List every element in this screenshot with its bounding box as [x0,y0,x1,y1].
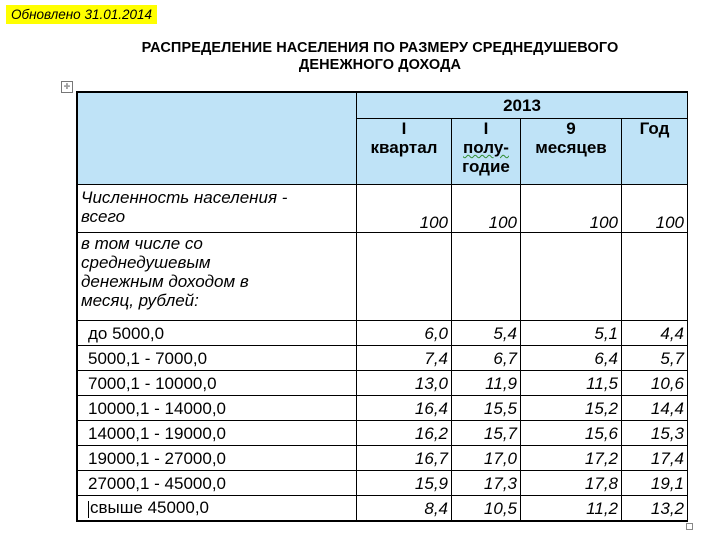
row-value: 16,4 [357,396,452,421]
row-value: 5,1 [521,321,622,346]
col-header-9-months: 9 месяцев [521,119,622,185]
row-value: 19,1 [622,471,688,496]
total-value-half-year: 100 [452,185,521,233]
header-stub-cell [78,93,357,185]
row-value: 5,7 [622,346,688,371]
row-label: 14000,1 - 19000,0 [78,421,357,446]
row-value: 13,0 [357,371,452,396]
row-label: 27000,1 - 45000,0 [78,471,357,496]
row-label: 5000,1 - 7000,0 [78,346,357,371]
page-title-line1: РАСПРЕДЕЛЕНИЕ НАСЕЛЕНИЯ ПО РАЗМЕРУ СРЕДНЕДУШЕВОГО [141,40,619,56]
row-value: 17,3 [452,471,521,496]
table-row [78,321,688,346]
row-label: до 5000,0 [78,321,357,346]
row-value: 15,6 [521,421,622,446]
row-value: 13,2 [622,496,688,521]
col-header-q1: I квартал [357,119,452,185]
subheader-label: в том числе со среднедушевым денежным доходом в месяц, рублей: [78,233,357,321]
total-value-year: 100 [622,185,688,233]
row-value: 15,2 [521,396,622,421]
total-value-q1: 100 [357,185,452,233]
row-label[interactable]: свыше 45000,0 [78,496,357,521]
row-label: 7000,1 - 10000,0 [78,371,357,396]
move-handle-icon[interactable]: ✛ [61,81,73,93]
row-value: 5,4 [452,321,521,346]
row-label: 19000,1 - 27000,0 [78,446,357,471]
row-value: 16,2 [357,421,452,446]
year-header: 2013 [357,93,688,119]
total-row-label: Численность населения - всего [78,185,357,233]
page-title-line2: ДЕНЕЖНОГО ДОХОДА [298,57,462,73]
row-value: 7,4 [357,346,452,371]
table-row [78,496,688,521]
row-value: 11,5 [521,371,622,396]
row-value: 15,9 [357,471,452,496]
table-row [78,471,688,496]
row-value: 14,4 [622,396,688,421]
col-header-year: Год [622,119,688,185]
row-value: 6,4 [521,346,622,371]
empty-cell [357,233,452,321]
resize-handle-icon[interactable] [686,523,693,530]
table-row [78,396,688,421]
row-value: 15,5 [452,396,521,421]
row-value: 17,4 [622,446,688,471]
row-value: 8,4 [357,496,452,521]
empty-cell [452,233,521,321]
row-value: 16,7 [357,446,452,471]
row-value: 17,0 [452,446,521,471]
text-cursor [88,501,89,518]
row-value: 17,8 [521,471,622,496]
row-value: 17,2 [521,446,622,471]
table-row [78,346,688,371]
row-value: 6,7 [452,346,521,371]
empty-cell [622,233,688,321]
table-row [78,421,688,446]
row-value: 4,4 [622,321,688,346]
row-label: 10000,1 - 14000,0 [78,396,357,421]
row-value: 15,3 [622,421,688,446]
updated-date-label: Обновлено 31.01.2014 [6,5,157,24]
table-row [78,446,688,471]
row-value: 11,2 [521,496,622,521]
row-value: 11,9 [452,371,521,396]
row-value: 10,6 [622,371,688,396]
row-value: 15,7 [452,421,521,446]
empty-cell [521,233,622,321]
col-header-half-year: I полу- годие [452,119,521,185]
row-value: 10,5 [452,496,521,521]
row-value: 6,0 [357,321,452,346]
table-row [78,371,688,396]
total-value-9-months: 100 [521,185,622,233]
income-distribution-table [76,91,688,522]
